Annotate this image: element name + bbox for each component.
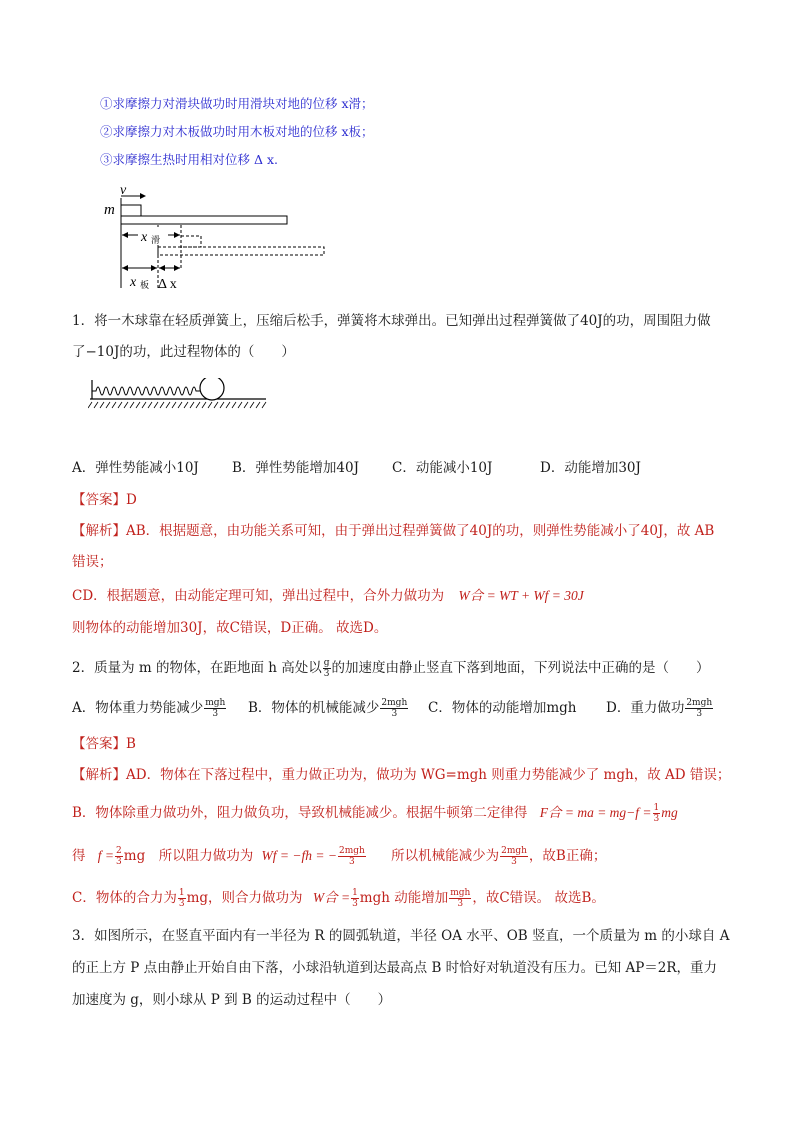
tip-3: ③求摩擦生热时用相对位移 Δ x. [100,152,278,167]
q2-options [72,698,714,719]
q1-option-a[interactable]: A．弹性势能减小10J [72,460,199,476]
q1-analysis-line3-text: CD．根据题意，由动能定理可知，弹出过程中，合外力做功为 [72,588,445,604]
q1-option-b[interactable]: B．弹性势能增加40J [232,460,360,476]
q1-work-formula: W合 = WT + Wf = 30J [458,588,584,603]
q2-stem-fraction: $\frac{g}{3}$ [323,658,330,679]
q2-stem-b: 的加速度由静止竖直下落到地面，下列说法中正确的是（ ） [331,660,710,676]
q2-analysis-line2: B．物体除重力做功外，阻力做负功，导致机械能减少。根据牛顿第二定律得 F合 = ma = mg−f = $\frac{1}{3}$ mg [72,803,678,824]
label-x-board: x [130,275,137,290]
label-x-slide-sub: 滑 [151,235,161,245]
q1-option-d[interactable]: D．动能增加30J [540,460,641,476]
q1-analysis-line3 [72,586,584,606]
q1-analysis-line4: 则物体的动能增加30J，故C错误，D正确。 故选D。 [72,620,388,636]
q3-line3: 加速度为 g，则小球从 P 到 B 的运动过程中（ ） [72,992,392,1008]
label-x-board-sub: 板 [140,280,150,290]
q2-option-c[interactable]: C．物体的动能增加mgh [428,700,577,716]
q2-analysis-line3: 得 f = $\frac{2}{3}$ mg 所以阻力做功为 Wf = −fh = − $\frac{\text{2mgh}}{3}$ 所以机械能减少为 $\frac{\text{2mgh}}{3}$ ，故B正确； [72,846,607,867]
label-m: m [104,202,115,218]
q2-option-b[interactable]: B．物体的机械能减少 $\frac{\text{2mgh}}{3}$ [248,698,408,719]
q2-answer: 【答案】B [72,736,136,752]
q1-analysis-line1: 【解析】AB．根据题意，由功能关系可知，由于弹出过程弹簧做了40J的功，则弹性势能减小了40J，故 AB [72,523,715,539]
label-x-slide: x [141,230,148,245]
label-delta-x: Δ x [158,277,177,292]
q3-line2: 的正上方 P 点由静止开始自由下落，小球沿轨道到达最高点 B 时恰好对轨道没有压力。已知 AP＝2R，重力 [72,960,718,976]
block-board-diagram [100,180,340,295]
label-v: v [120,183,127,198]
q1-options [72,458,641,478]
q1-stem-line1: 1．将一木球靠在轻质弹簧上，压缩后松手，弹簧将木球弹出。已知弹出过程弹簧做了40J的功，周围阻力做 [72,313,711,329]
tip-2: ②求摩擦力对木板做功时用木板对地的位移 x板； [100,124,374,139]
q1-answer: 【答案】D [72,492,137,508]
q2-option-a[interactable]: A．物体重力势能减少 $\frac{\text{mgh}}{3}$ [72,698,226,719]
q2-analysis-line4: C．物体的合力为 $\frac{1}{3}$ mg，则合力做功为 W合 = $\frac{1}{3}$ mgh 动能增加 $\frac{\text{mgh}}{3}$ ，故C错误。 故选B。 [72,888,605,909]
tip-1: ①求摩擦力对滑块做功时用滑块对地的位移 x滑； [100,96,374,111]
q3-line1: 3．如图所示，在竖直平面内有一半径为 R 的圆弧轨道，半径 OA 水平、OB 竖直，一个质量为 m 的小球自 A [72,928,730,944]
q1-option-c[interactable]: C．动能减小10J [392,460,493,476]
q2-stem-a: 2．质量为 m 的物体，在距地面 h 高处以 [72,660,322,676]
q2-analysis-line1: 【解析】AD．物体在下落过程中，重力做正功为，做功为 WG=mgh 则重力势能减少了 mgh，故 AD 错误； [72,767,731,783]
q2-option-d[interactable]: D．重力做功 $\frac{\text{2mgh}}{3}$ [606,698,713,719]
q1-analysis-line2: 错误； [72,554,113,570]
q1-stem-line2: 了−10J的功，此过程物体的（ ） [72,344,295,360]
q2-stem [72,658,710,679]
spring-ball-diagram [88,378,268,410]
